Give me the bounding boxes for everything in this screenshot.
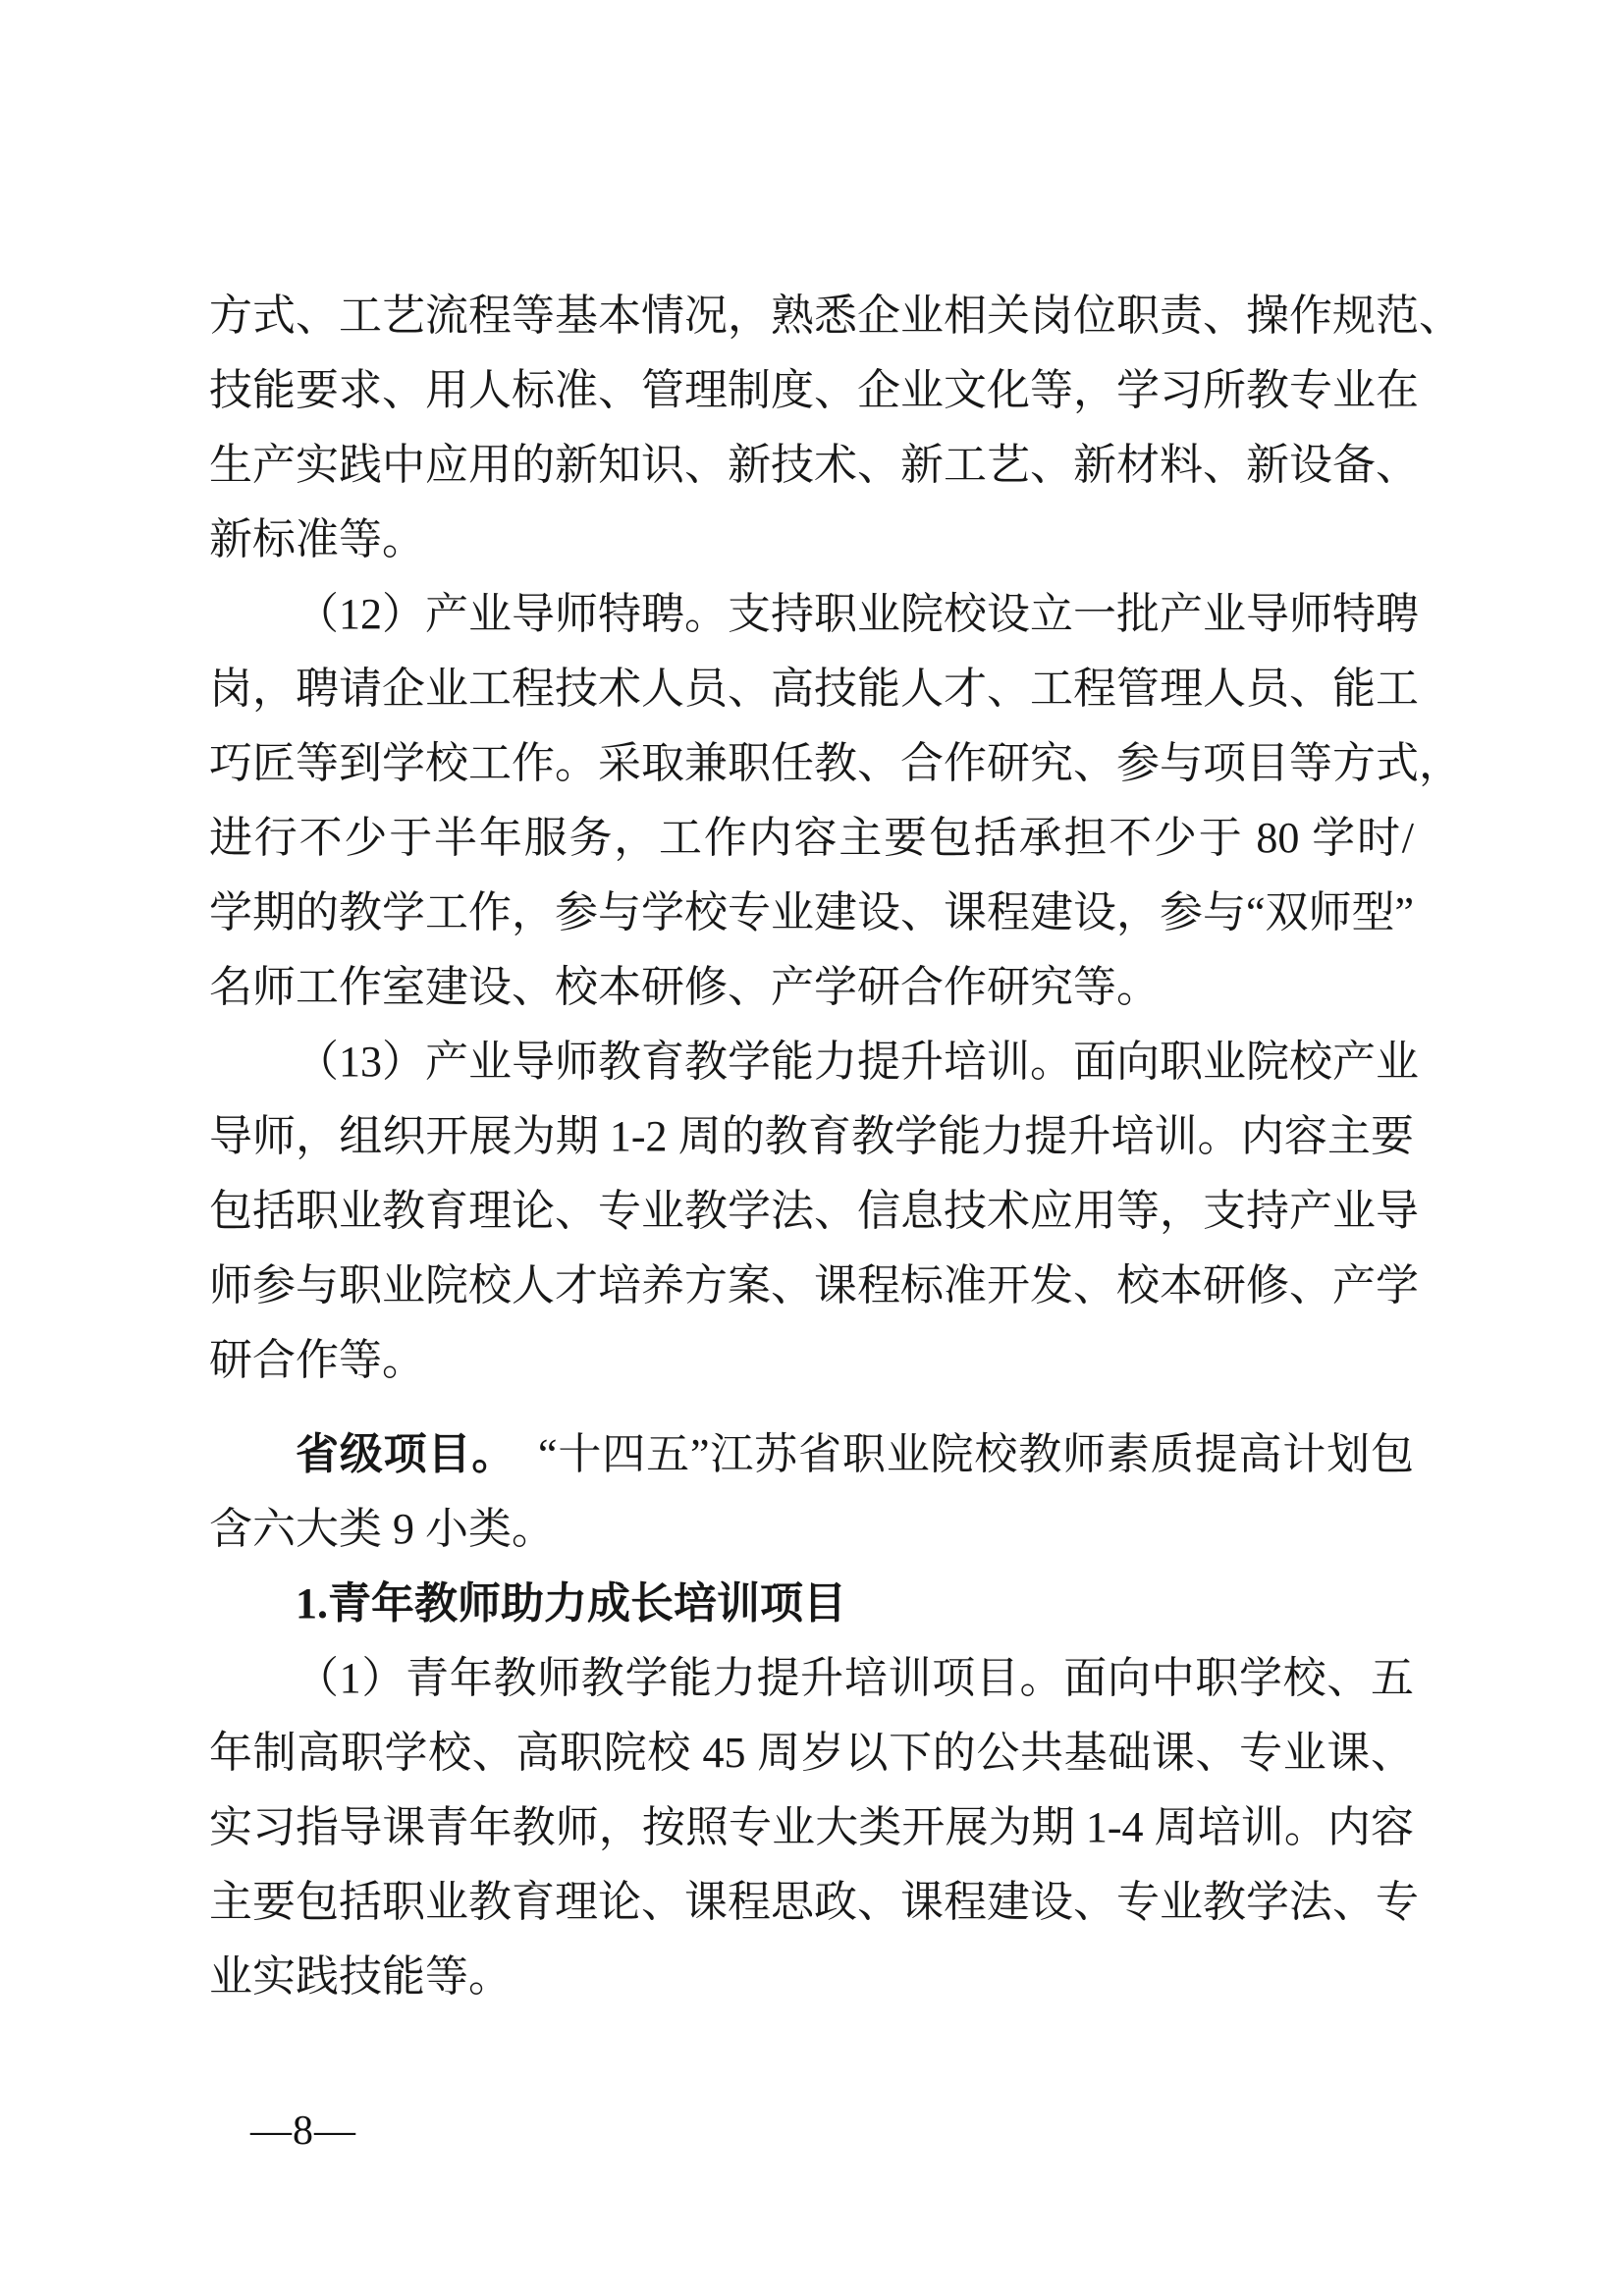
text-line: 实习指导课青年教师，按照专业大类开展为期 1-4 周培训。内容 — [209, 1803, 1414, 1851]
text-line: 学期的教学工作，参与学校专业建设、课程建设，参与“双师型” — [209, 888, 1415, 936]
text-line: 巧匠等到学校工作。采取兼职任教、合作研究、参与项目等方式， — [209, 739, 1462, 787]
text-line: 含六大类 9 小类。 — [209, 1505, 555, 1553]
text-line: （1）青年教师教学能力提升培训项目。面向中职学校、五 — [296, 1654, 1414, 1702]
text-line: 生产实践中应用的新知识、新技术、新工艺、新材料、新设备、 — [209, 441, 1419, 489]
text-line: 方式、工艺流程等基本情况，熟悉企业相关岗位职责、操作规范、 — [209, 292, 1462, 340]
text-line: 年制高职学校、高职院校 45 周岁以下的公共基础课、专业课、 — [209, 1729, 1414, 1777]
text-line: （12）产业导师特聘。支持职业院校设立一批产业导师特聘 — [296, 590, 1419, 638]
subsection-label: 省级项目。 — [296, 1430, 495, 1478]
text-line: 包括职业教育理论、专业教学法、信息技术应用等，支持产业导 — [209, 1187, 1419, 1235]
text-line: 名师工作室建设、校本研修、产学研合作研究等。 — [209, 963, 1160, 1011]
text-segment: “十四五”江苏省职业院校教师素质提高计划包 — [494, 1430, 1414, 1478]
page-number: —8— — [250, 2109, 356, 2154]
text-line: 新标准等。 — [209, 515, 425, 563]
section-heading: 1.青年教师助力成长培训项目 — [296, 1579, 846, 1628]
text-block — [209, 279, 1462, 2014]
text-line: 研合作等。 — [209, 1336, 425, 1384]
text-line: 导师，组织开展为期 1-2 周的教育教学能力提升培训。内容主要 — [209, 1112, 1414, 1160]
text-line — [209, 1417, 1414, 1492]
text-line: 岗，聘请企业工程技术人员、高技能人才、工程管理人员、能工 — [209, 665, 1419, 713]
text-line: 主要包括职业教育理论、课程思政、课程建设、专业教学法、专 — [209, 1878, 1419, 1926]
text-line: 业实践技能等。 — [209, 1952, 512, 2001]
text-line: （13）产业导师教育教学能力提升培训。面向职业院校产业 — [296, 1038, 1419, 1086]
text-line: 进行不少于半年服务，工作内容主要包括承担不少于 80 学时/ — [209, 814, 1414, 862]
text-line: 师参与职业院校人才培养方案、课程标准开发、校本研修、产学 — [209, 1261, 1419, 1309]
text-line: 技能要求、用人标准、管理制度、企业文化等，学习所教专业在 — [209, 366, 1419, 414]
